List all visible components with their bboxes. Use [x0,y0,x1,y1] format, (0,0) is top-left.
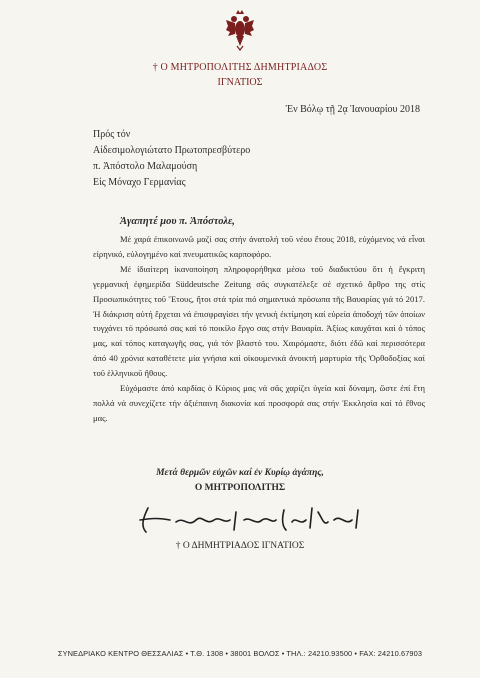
recipient-line: π. Ἀπόστολο Μαλαμούση [93,161,198,172]
handwritten-signature [126,498,376,538]
salutation: Ἀγαπητέ μου π. Ἀπόστολε, [120,216,235,227]
body-paragraph: Εὐχόμαστε ἀπό καρδίας ὁ Κύριος μας νά σᾶς χαρίζει ὑγεία καί δύναμη, ὥστε ἐπί ἔτη πολλά νά συνεχίζετε τήν ἀξιέπαινη διακονία καί προσφορά σας στήν Ἐκκλησία καί τό ἔθνος μας. [93,383,425,423]
footer-address: ΣΥΝΕΔΡΙΑΚΟ ΚΕΝΤΡΟ ΘΕΣΣΑΛΙΑΣ • Τ.Θ. 1308 • 38001 ΒΟΛΟΣ • ΤΗΛ.: 24210.93500 • FAX: 24210.67903 [57,649,423,658]
letter-date: Ἐν Βόλῳ τῇ 2ᾳ Ἰανουαρίου 2018 [285,104,420,115]
body-paragraph: Μέ ἰδιαίτερη ἱκανοποίηση πληροφορήθηκα μέσω τοῦ διαδικτύου ὅτι ἡ ἔγκριτη γερμανική ἐφημερίδα Süddeutsche Zeitung σᾶς συγκατέλεξε σέ σχετικό ἄρθρο της στίς Προσωπικότητες τοῦ Ἔτους, ἤτοι στά τρία πιό σημαντικά πρόσωπα τῆς Βαυαρίας γιά τό 2017. Ἡ διάκριση αὐτή ἔρχεται νά ἐπισφραγίσει τήν γενική ἐκτίμηση καί εὐρεία ἀποδοχή τῶν ὁποίων τυγχάνει τό πρόσωπό σας καί τό ποικίλο ἔργο σας στήν Βαυαρία. Ἀξίως καυχᾶται καί ὁ τόπος μας, καί τόπος καταγωγῆς σας, γιά τόν βλαστό του. Χαιρόμαστε, διότι ἐδῶ καί περισσότερα ἀπό 40 χρόνια καταθέτετε μία γνήσια καί οἰκουμενικά ἀνοικτή μαρτυρία τῆς Ὀρθοδοξίας καί τοῦ ἑλληνικοῦ ἤθους. [93,263,425,379]
metropolitan-name: ΙΓΝΑΤΙΟΣ [217,77,263,88]
double-headed-eagle-icon [225,8,255,52]
metropolitan-title: † Ο ΜΗΤΡΟΠΟΛΙΤΗΣ ΔΗΜΗΤΡΙΑΔΟΣ [152,62,328,73]
recipient-line: Αἰδεσιμολογιώτατο Πρωτοπρεσβύτερο [93,145,251,156]
closing-greeting: Μετά θερμῶν εὐχῶν καί ἐν Κυρίῳ ἀγάπης, [156,468,324,478]
letter-body [93,232,425,426]
signature-name: † Ο ΔΗΜΗΤΡΙΑΔΟΣ ΙΓΝΑΤΙΟΣ [175,541,305,551]
body-paragraph: Μέ χαρά ἐπικοινωνῶ μαζί σας στήν ἀνατολή τοῦ νέου ἔτους 2018, εὐχόμενος νά εἶναι εἰρηνικό, εὐλογημένο καί πνευματικῶς καρποφόρο. [93,234,425,259]
recipient-line: Πρός τόν [93,129,131,140]
closing-title: Ο ΜΗΤΡΟΠΟΛΙΤΗΣ [194,483,286,493]
recipient-line: Εἰς Μόναχο Γερμανίας [93,177,186,188]
closing-block [0,466,480,496]
recipient-block [93,127,250,191]
